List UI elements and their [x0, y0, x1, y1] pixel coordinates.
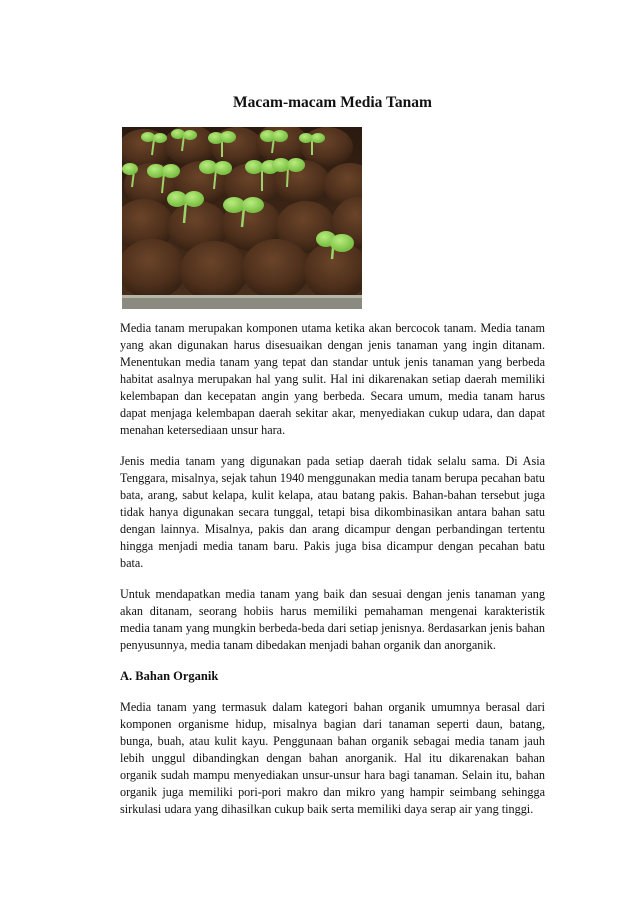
section-paragraph-organic: Media tanam yang termasuk dalam kategori bahan organik umumnya berasal dari komponen organisme hidup, misalnya bagian dari tanaman seperti daun, batang, bunga, buah, atau kulit kayu. Penggunaan bahan organik sebagai media tanam jauh lebih unggul dibandingkan dengan bahan anorganik. Hal itu dikarenakan bahan organik sudah mampu menyediakan unsur-unsur hara bagi tanaman. Selain itu, bahan organik juga memiliki pori-pori makro dan mikro yang hampir seimbang sehingga sirkulasi udara yang dihasilkan cukup baik serta memiliki daya serap air yang tinggi.: [120, 700, 545, 816]
section-heading-organic: A. Bahan Organik: [120, 669, 219, 683]
peat-pellets: [122, 127, 362, 301]
intro-paragraph-3: Untuk mendapatkan media tanam yang baik dan sesuai dengan jenis tanaman yang akan ditanam, seorang hobiis harus memiliki pemahaman mengenai karakteristik media tanam yang mungkin berbeda-beda dari setiap jenisnya. 8erdasarkan jenis bahan penyusunnya, media tanam dibedakan menjadi bahan organik dan anorganik.: [120, 587, 545, 652]
document-body: [120, 320, 545, 832]
page-title: Macam-macam Media Tanam: [233, 94, 432, 111]
seedlings-photo: [122, 127, 362, 309]
intro-paragraph-2: Jenis media tanam yang digunakan pada setiap daerah tidak selalu sama. Di Asia Tenggara, misalnya, sejak tahun 1940 menggunakan media tanam berupa pecahan batu bata, arang, sabut kelapa, kulit kelapa, atau batang pakis. Bahan-bahan tersebut juga tidak hanya digunakan secara tunggal, tetapi bisa dikombinasikan antara bahan satu dengan lainnya. Misalnya, pakis dan arang dicampur dengan perbandingan tertentu hingga menjadi media tanam baru. Pakis juga bisa dicampur dengan pecahan batu bata.: [120, 454, 545, 570]
intro-paragraph-1: Media tanam merupakan komponen utama ketika akan bercocok tanam. Media tanam yang akan digunakan harus disesuaikan dengan jenis tanaman yang ingin ditanam. Menentukan media tanam yang tepat dan standar untuk jenis tanaman yang berbeda habitat asalnya merupakan hal yang sulit. Hal ini dikarenakan setiap daerah memiliki kelembapan dan kecepatan angin yang berbeda. Secara umum, media tanam harus dapat menjaga kelembapan daerah sekitar akar, menyediakan cukup udara, dan dapat menahan ketersediaan unsur hara.: [120, 321, 545, 437]
